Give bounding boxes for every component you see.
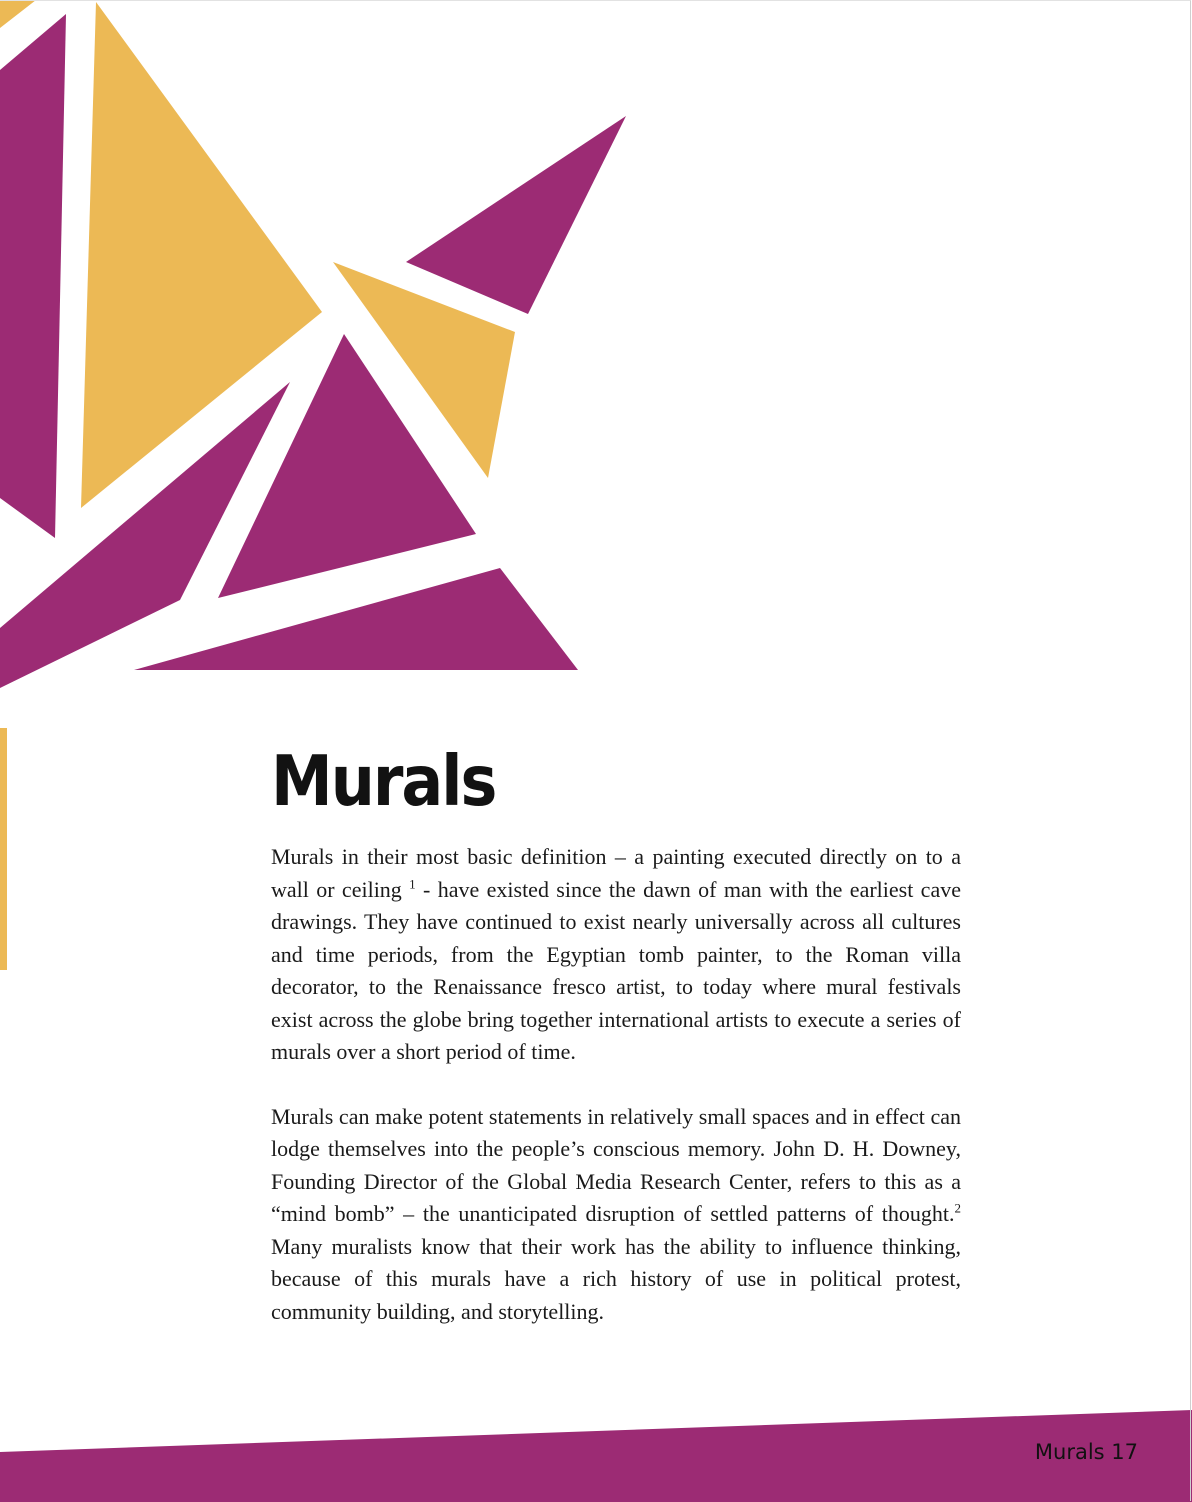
paragraph-1 (271, 841, 961, 1069)
footnote-marker-1: 1 (409, 876, 416, 892)
page-title: Murals (271, 740, 496, 822)
purple-triangle-bottom (134, 568, 578, 670)
page-footer-label: Murals 17 (1034, 1440, 1138, 1464)
purple-triangle-top-right (406, 116, 626, 314)
purple-shard-left (0, 14, 66, 538)
paragraph-2-text-a: Murals can make potent statements in relatively small spaces and in effect can lodge themselves into the people’s conscious memory. John D. H. Downey, Founding Director of the Global Media Research Center, refers to this as a “mind bomb” – the unanticipated disruption of settled patterns of thought. (271, 1103, 961, 1226)
body-text (271, 841, 961, 1360)
paragraph-1-text-a: Murals in their most basic definition – a painting executed directly on to a wall or ceiling (271, 844, 961, 902)
footer-band (0, 1410, 1192, 1502)
paragraph-2 (271, 1101, 961, 1329)
footnote-marker-2: 2 (954, 1200, 961, 1216)
gold-triangle-large (81, 2, 322, 508)
paragraph-1-text-b: - have existed since the dawn of man with the earliest cave drawings. They have continued to exist nearly universally across all cultures and time periods, from the Egyptian tomb painter, to the Roman villa decorator, to the Renaissance fresco artist, to today where mural festivals exist across the globe bring together international artists to execute a series of murals over a short period of time. (271, 876, 961, 1064)
paragraph-2-text-b: Many muralists know that their work has the ability to influence thinking, because of this murals have a rich history of use in political protest, community building, and storytelling. (271, 1233, 961, 1324)
gold-corner-sliver (0, 0, 36, 28)
